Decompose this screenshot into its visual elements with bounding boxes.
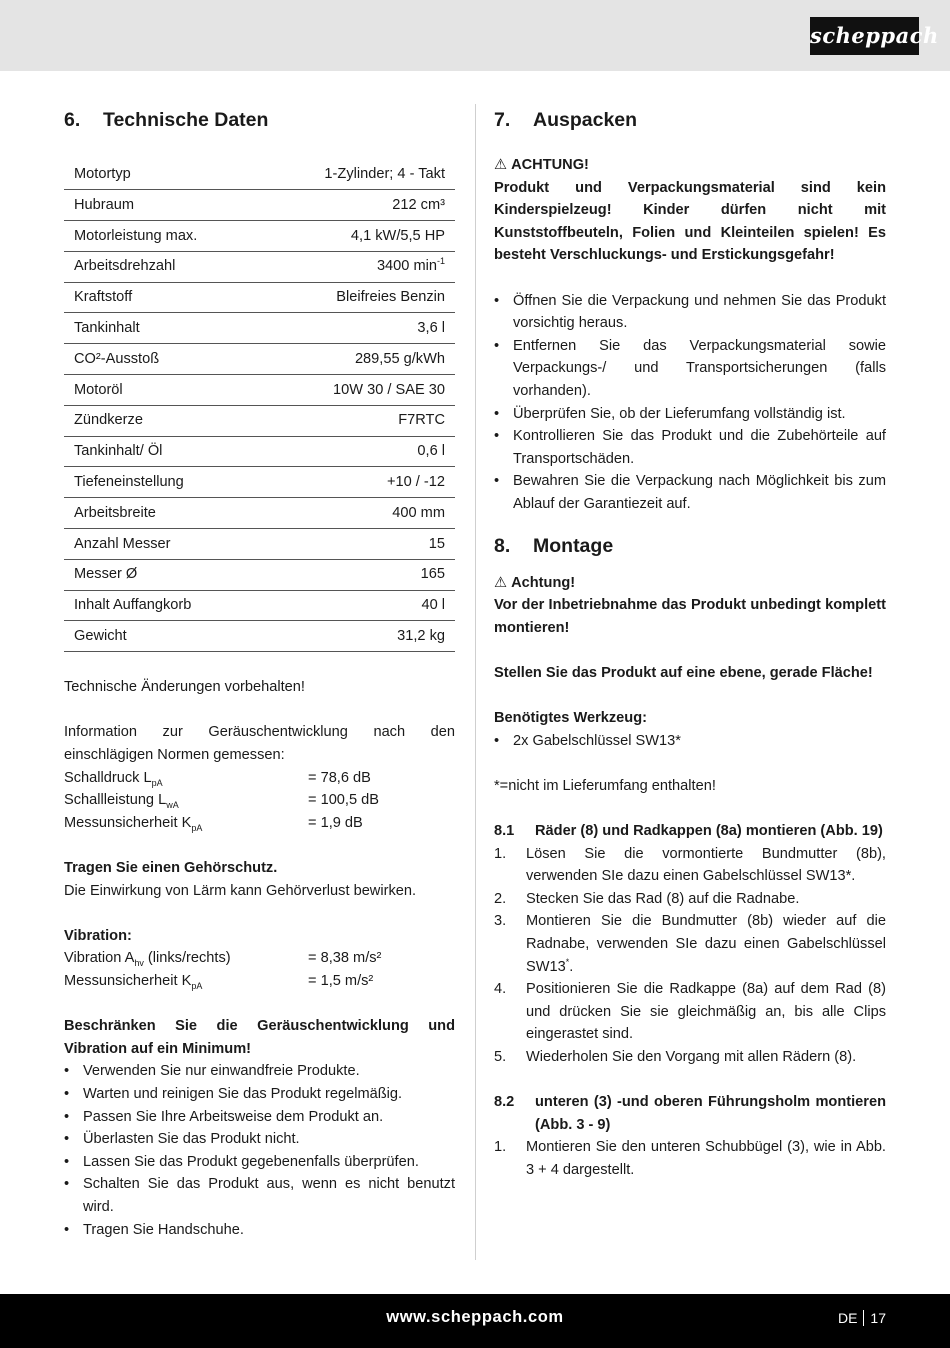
spec-row <box>64 436 455 467</box>
spec-value: 212 cm³ <box>392 196 445 213</box>
section-heading-unpacking: 7. Auspacken <box>494 109 638 131</box>
list-item: • Überlasten Sie das Produkt nicht. <box>64 1128 455 1151</box>
brand-logo: scheppach <box>810 17 919 55</box>
subsection-8-2-steps <box>494 1136 886 1181</box>
step-number: 5. <box>494 1048 507 1065</box>
step-number: 1. <box>494 1139 507 1156</box>
step-text: Stecken Sie das Rad (8) auf die Radnabe. <box>526 890 800 907</box>
tools-note: *=nicht im Lieferumfang enthalten! <box>494 777 716 794</box>
spec-label: Arbeitsdrehzahl <box>74 258 176 275</box>
step-number: 4. <box>494 981 507 998</box>
section-heading-technical-data: 6. Technische Daten <box>64 109 269 131</box>
step-number: 2. <box>494 890 507 907</box>
step-text: Lösen Sie die vormontierte Bundmutter (8b), verwenden SIe dazu einen Gabelschlüssel SW13*. <box>526 845 886 885</box>
section-heading-assembly: 8. Montage <box>494 534 614 557</box>
spec-value: 31,2 kg <box>397 628 445 645</box>
step-item <box>494 1136 886 1181</box>
list-item: • Warten und reinigen Sie das Produkt regelmäßig. <box>64 1083 455 1106</box>
measurement-label: Messunsicherheit $K_{pA}$ <box>64 814 203 833</box>
spec-label: Motorleistung max. <box>74 227 198 244</box>
page-separator <box>863 1310 864 1326</box>
spec-label: Gewicht <box>74 628 127 645</box>
subsection-8-2-heading: 8.2 unteren (3) -und oberen Führungsholm montieren (Abb. 3 - 9) <box>494 1094 886 1133</box>
spec-label: Anzahl Messer <box>74 535 171 552</box>
spec-value: Bleifreies Benzin <box>336 289 445 306</box>
tools-list <box>494 730 886 753</box>
warning-text-unpacking: Produkt und Verpackungsmaterial sind kein Kinderspielzeug! Kinder dürfen nicht mit Kunststoffbeuteln, Folien und Kleinteilen spielen! Es besteht Verschluckungs- und Erstickungsgefahr! <box>494 179 886 264</box>
spec-row <box>64 621 455 652</box>
spec-value: 289,55 g/kWh <box>354 350 445 367</box>
step-number: 3. <box>494 913 507 930</box>
spec-row <box>64 282 455 313</box>
spec-row <box>64 221 455 252</box>
spec-row <box>64 251 455 282</box>
list-item: • Tragen Sie Handschuhe. <box>64 1219 455 1242</box>
spec-row <box>64 529 455 560</box>
step-text: Montieren Sie die Bundmutter (8b) wieder auf die Radnabe, verwenden SIe dazu einen Gabelschlüssel SW13*. <box>526 913 886 975</box>
changes-note: Technische Änderungen vorbehalten! <box>64 679 305 696</box>
spec-row <box>64 405 455 436</box>
spec-row <box>64 159 455 190</box>
warning-triangle-icon: ⚠ <box>494 574 508 591</box>
tools-heading: Benötigtes Werkzeug: <box>494 710 647 727</box>
spec-label: Tankinhalt/ Öl <box>74 443 163 460</box>
step-number: 1. <box>494 845 507 862</box>
list-item: • Verwenden Sie nur einwandfreie Produkte. <box>64 1060 455 1083</box>
measurement-value: = 100,5 dB <box>308 792 380 809</box>
vibration-heading: Vibration: <box>64 927 132 944</box>
spec-row <box>64 344 455 375</box>
surface-note: Stellen Sie das Produkt auf eine ebene, gerade Fläche! <box>494 664 873 681</box>
list-item: • Bewahren Sie die Verpackung nach Möglichkeit bis zum Ablauf der Garantiezeit auf. <box>494 470 886 515</box>
measurement-row <box>64 947 455 970</box>
list-item: • Passen Sie Ihre Arbeitsweise dem Produkt an. <box>64 1106 455 1129</box>
spec-value: 10W 30 / SAE 30 <box>333 381 445 398</box>
step-item <box>494 1046 886 1069</box>
spec-row <box>64 467 455 498</box>
spec-label: Zündkerze <box>74 412 143 429</box>
spec-label: Messer Ø <box>74 566 138 583</box>
spec-value: 0,6 l <box>417 443 445 460</box>
spec-value: 400 mm <box>392 504 445 521</box>
header-bar <box>0 0 950 71</box>
spec-label: CO²-Ausstoß <box>74 350 160 367</box>
spec-row <box>64 559 455 590</box>
spec-label: Arbeitsbreite <box>74 504 156 521</box>
measurement-row <box>64 812 455 835</box>
left-column <box>64 100 455 1241</box>
spec-label: Motortyp <box>74 165 131 182</box>
spec-value: 1-Zylinder; 4 - Takt <box>324 165 445 182</box>
measurement-label: Vibration $A_{hv}$ (links/rechts) <box>64 950 231 969</box>
step-item <box>494 888 886 911</box>
spec-row <box>64 590 455 621</box>
spec-value: 40 l <box>421 597 445 614</box>
step-item <box>494 910 886 978</box>
hearing-text: Die Einwirkung von Lärm kann Gehörverlust bewirken. <box>64 882 417 899</box>
spec-label: Tankinhalt <box>74 320 140 337</box>
list-item: • Überprüfen Sie, ob der Lieferumfang vollständig ist. <box>494 403 886 426</box>
warning-triangle-icon: ⚠ <box>494 157 508 173</box>
spec-value: 165 <box>420 566 445 583</box>
step-text: Positionieren Sie die Radkappe (8a) auf dem Rad (8) und drücken Sie sie gleichmäßig an, bis alle Clips eingerastet sind. <box>526 981 886 1043</box>
spec-row <box>64 375 455 406</box>
noise-intro: Information zur Geräuschentwicklung nach den einschlägigen Normen gemessen: <box>64 724 455 764</box>
spec-row <box>64 313 455 344</box>
measurement-value: = 1,9 dB <box>308 814 363 831</box>
measurement-row <box>64 767 455 790</box>
vibration-values <box>64 947 455 992</box>
measurement-value: = 78,6 dB <box>308 769 371 786</box>
measurement-row <box>64 789 455 812</box>
spec-table <box>64 159 455 652</box>
list-item: • Öffnen Sie die Verpackung und nehmen Sie das Produkt vorsichtig heraus. <box>494 290 886 335</box>
subsection-8-1-steps <box>494 843 886 1069</box>
list-item: • 2x Gabelschlüssel SW13* <box>494 730 886 753</box>
measurement-label: Schallleistung $L_{wA}$ <box>64 792 179 811</box>
spec-row <box>64 498 455 529</box>
measurement-label: Messunsicherheit $K_{pA}$ <box>64 972 203 991</box>
list-item: • Entfernen Sie das Verpackungsmaterial sowie Verpackungs-/ und Transportsicherungen (falls vorhanden). <box>494 335 886 403</box>
measurement-row <box>64 970 455 993</box>
step-text: Wiederholen Sie den Vorgang mit allen Rädern (8). <box>526 1048 857 1065</box>
spec-value: 15 <box>428 535 445 552</box>
spec-value: +10 / -12 <box>386 474 445 491</box>
step-item <box>494 978 886 1046</box>
spec-row <box>64 190 455 221</box>
step-item <box>494 843 886 888</box>
spec-label: Kraftstoff <box>74 289 133 306</box>
warning-label-unpacking: ⚠ ACHTUNG! <box>494 154 886 177</box>
measurement-value: = 8,38 m/s² <box>308 950 382 967</box>
warning-label-assembly: ⚠ Achtung! <box>494 572 886 595</box>
spec-value: 4,1 kW/5,5 HP <box>350 227 445 244</box>
page-indicator: DE 17 <box>837 1310 886 1326</box>
subsection-8-1-heading: 8.1 Räder (8) und Radkappen (8a) montieren (Abb. 19) <box>494 823 883 840</box>
right-column <box>494 100 886 1182</box>
limit-heading: Beschränken Sie die Geräuschentwicklung und Vibration auf ein Minimum! <box>64 1018 455 1057</box>
noise-values <box>64 767 455 835</box>
footer-bar <box>0 1294 950 1348</box>
list-item: • Kontrollieren Sie das Produkt und die Zubehörteile auf Transportschäden. <box>494 425 886 470</box>
hearing-warning: Tragen Sie einen Gehörschutz. <box>64 860 278 876</box>
unpacking-steps <box>494 290 886 516</box>
measurement-value: = 1,5 m/s² <box>308 972 374 989</box>
spec-label: Hubraum <box>74 196 135 213</box>
list-item: • Schalten Sie das Produkt aus, wenn es nicht benutzt wird. <box>64 1173 455 1218</box>
spec-value: 3400 $\min^{-1}$ <box>376 256 445 275</box>
website-link[interactable]: www.scheppach.com <box>386 1308 564 1326</box>
spec-label: Inhalt Auffangkorb <box>74 597 192 614</box>
column-divider <box>475 104 476 1260</box>
measurement-label: Schalldruck $L_{pA}$ <box>64 769 163 788</box>
spec-label: Motoröl <box>74 381 123 398</box>
spec-value: 3,6 l <box>417 320 445 337</box>
limit-list <box>64 1060 455 1241</box>
step-text: Montieren Sie den unteren Schubbügel (3), wie in Abb. 3 + 4 dargestellt. <box>526 1139 886 1178</box>
list-item: • Lassen Sie das Produkt gegebenenfalls überprüfen. <box>64 1151 455 1174</box>
spec-label: Tiefeneinstellung <box>74 474 184 491</box>
spec-value: F7RTC <box>398 412 445 429</box>
warning-text-assembly: Vor der Inbetriebnahme das Produkt unbedingt komplett montieren! <box>494 597 886 636</box>
